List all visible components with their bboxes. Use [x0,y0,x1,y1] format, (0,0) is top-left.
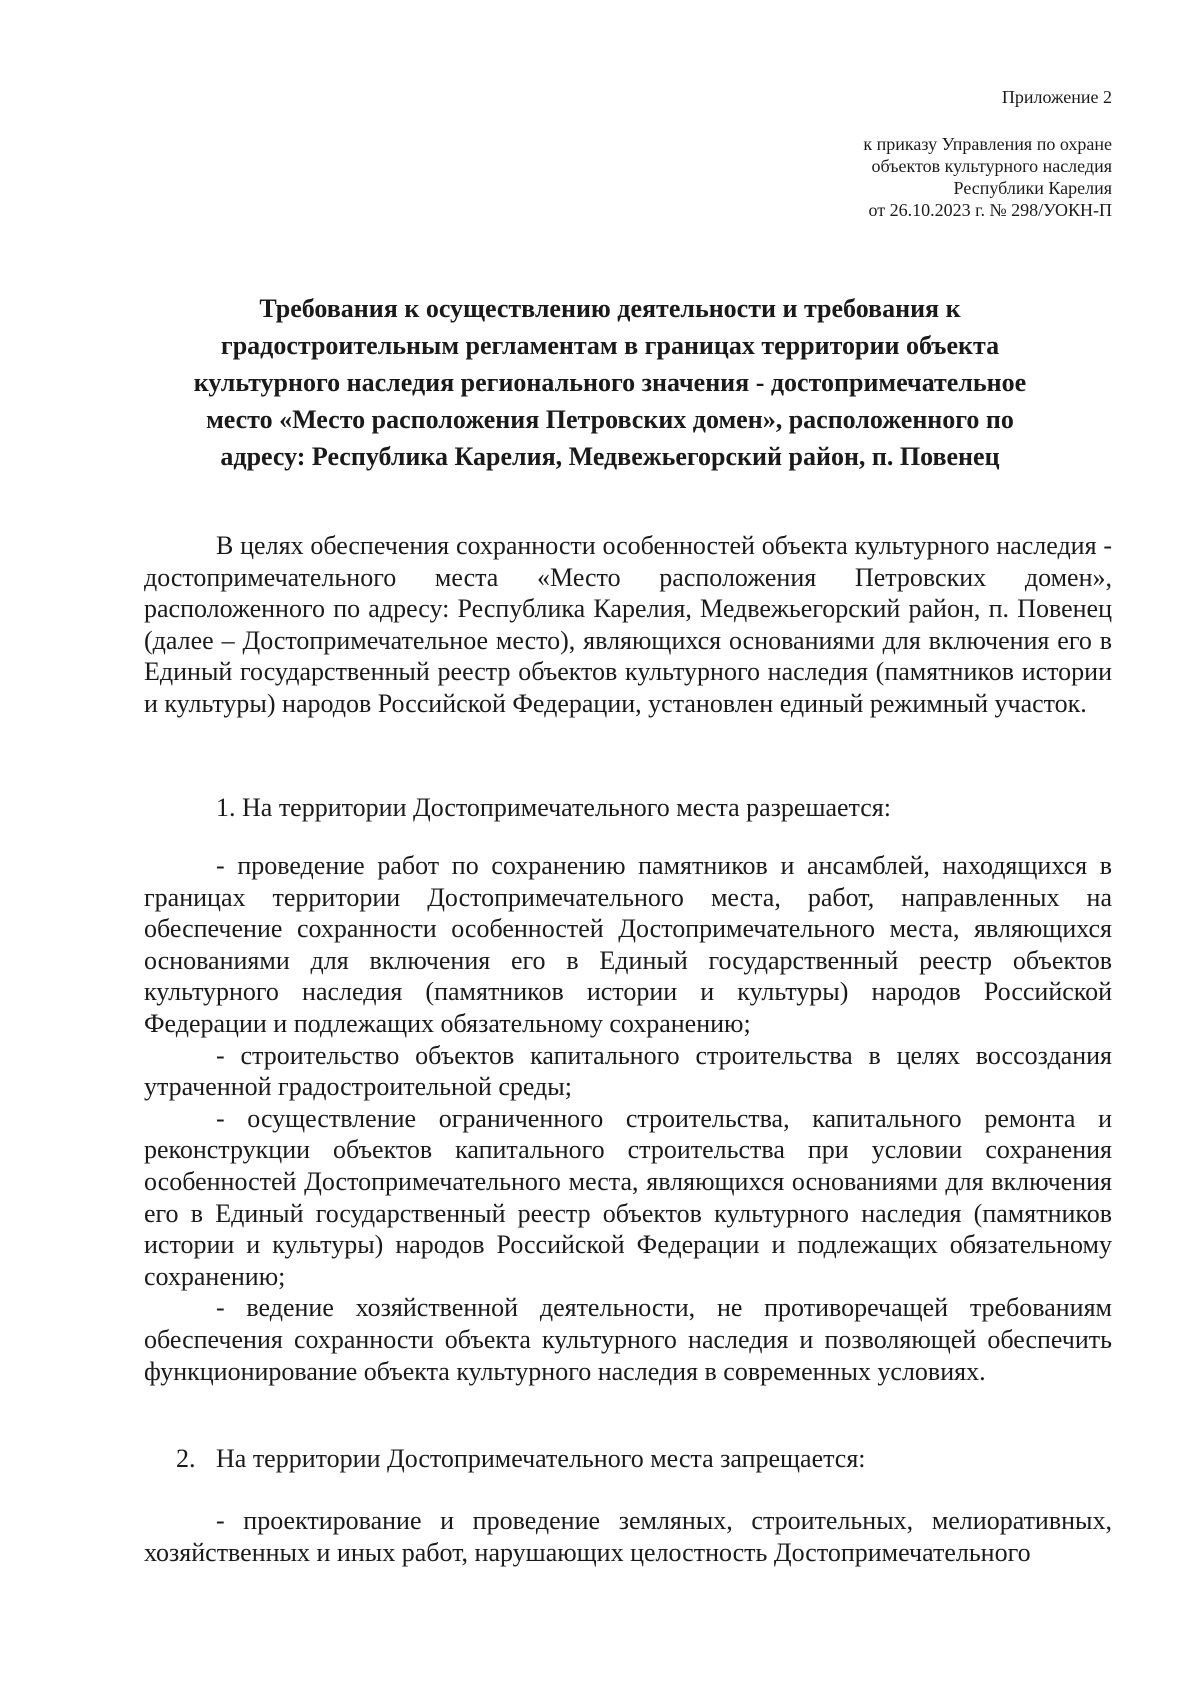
intro-text: В целях обеспечения сохранности особенностей объекта культурного наследия - достопримечательного места «Место расположения Петровских домен», расположенного по адресу: Республика Карелия, Медвежьегорский район, п. Повенец (далее – Достопримечательное место), являющихся основаниями для включения его в Единый государственный реестр объектов культурного наследия (памятников истории и культуры) народов Российской Федерации, установлен единый режимный участок. [144,531,1112,718]
section-2-heading [176,1443,866,1475]
section-2-number: 2. [176,1444,196,1473]
title-line: градостроительным регламентам в границах территории объекта [220,331,1000,360]
section-1-list [144,850,1112,1387]
document-title [140,290,1080,475]
order-ref-line: Республики Карелия [953,178,1112,198]
intro-paragraph [144,530,1112,720]
title-line: адресу: Республика Карелия, Медвежьегорский район, п. Повенец [220,442,1000,471]
list-item: - проведение работ по сохранению памятников и ансамблей, находящихся в границах территории Достопримечательного места, работ, направленных на обеспечение сохранности особенностей Достопримечательного места, являющихся основаниями для включения его в Единый государственный реестр объектов культурного наследия (памятников истории и культуры) народов Российской Федерации и подлежащих обязательному сохранению; [144,851,1112,1038]
appendix-label: Приложение 2 [1001,87,1112,107]
list-item: - ведение хозяйственной деятельности, не противоречащей требованиям обеспечения сохранности объекта культурного наследия и позволяющей обеспечить функционирование объекта культурного наследия в современных условиях. [144,1293,1112,1386]
list-item: - строительство объектов капитального строительства в целях воссоздания утраченной градостроительной среды; [144,1040,1112,1102]
title-line: место «Место расположения Петровских домен», расположенного по [206,405,1014,434]
section-1-heading: 1. На территории Достопримечательного места разрешается: [216,793,891,822]
list-item: - проектирование и проведение земляных, строительных, мелиоративных, хозяйственных и иных работ, нарушающих целостность Достопримечательного [144,1506,1112,1567]
order-reference [863,133,1112,221]
section-2-list [144,1505,1112,1568]
order-ref-line: объектов культурного наследия [871,156,1112,176]
list-item: - осуществление ограниченного строительства, капитального ремонта и реконструкции объектов капитального строительства при условии сохранения особенностей Достопримечательного места, являющихся основаниями для включения его в Единый государственный реестр объектов культурного наследия (памятников истории и культуры) народов Российской Федерации и подлежащих обязательному сохранению; [144,1103,1112,1291]
order-ref-line: от 26.10.2023 г. № 298/УОКН-П [868,200,1112,220]
title-line: Требования к осуществлению деятельности и требования к [259,294,961,323]
order-ref-line: к приказу Управления по охране [863,134,1112,154]
section-2-heading-text: На территории Достопримечательного места запрещается: [216,1444,866,1473]
title-line: культурного наследия регионального значения - достопримечательное [193,368,1027,397]
